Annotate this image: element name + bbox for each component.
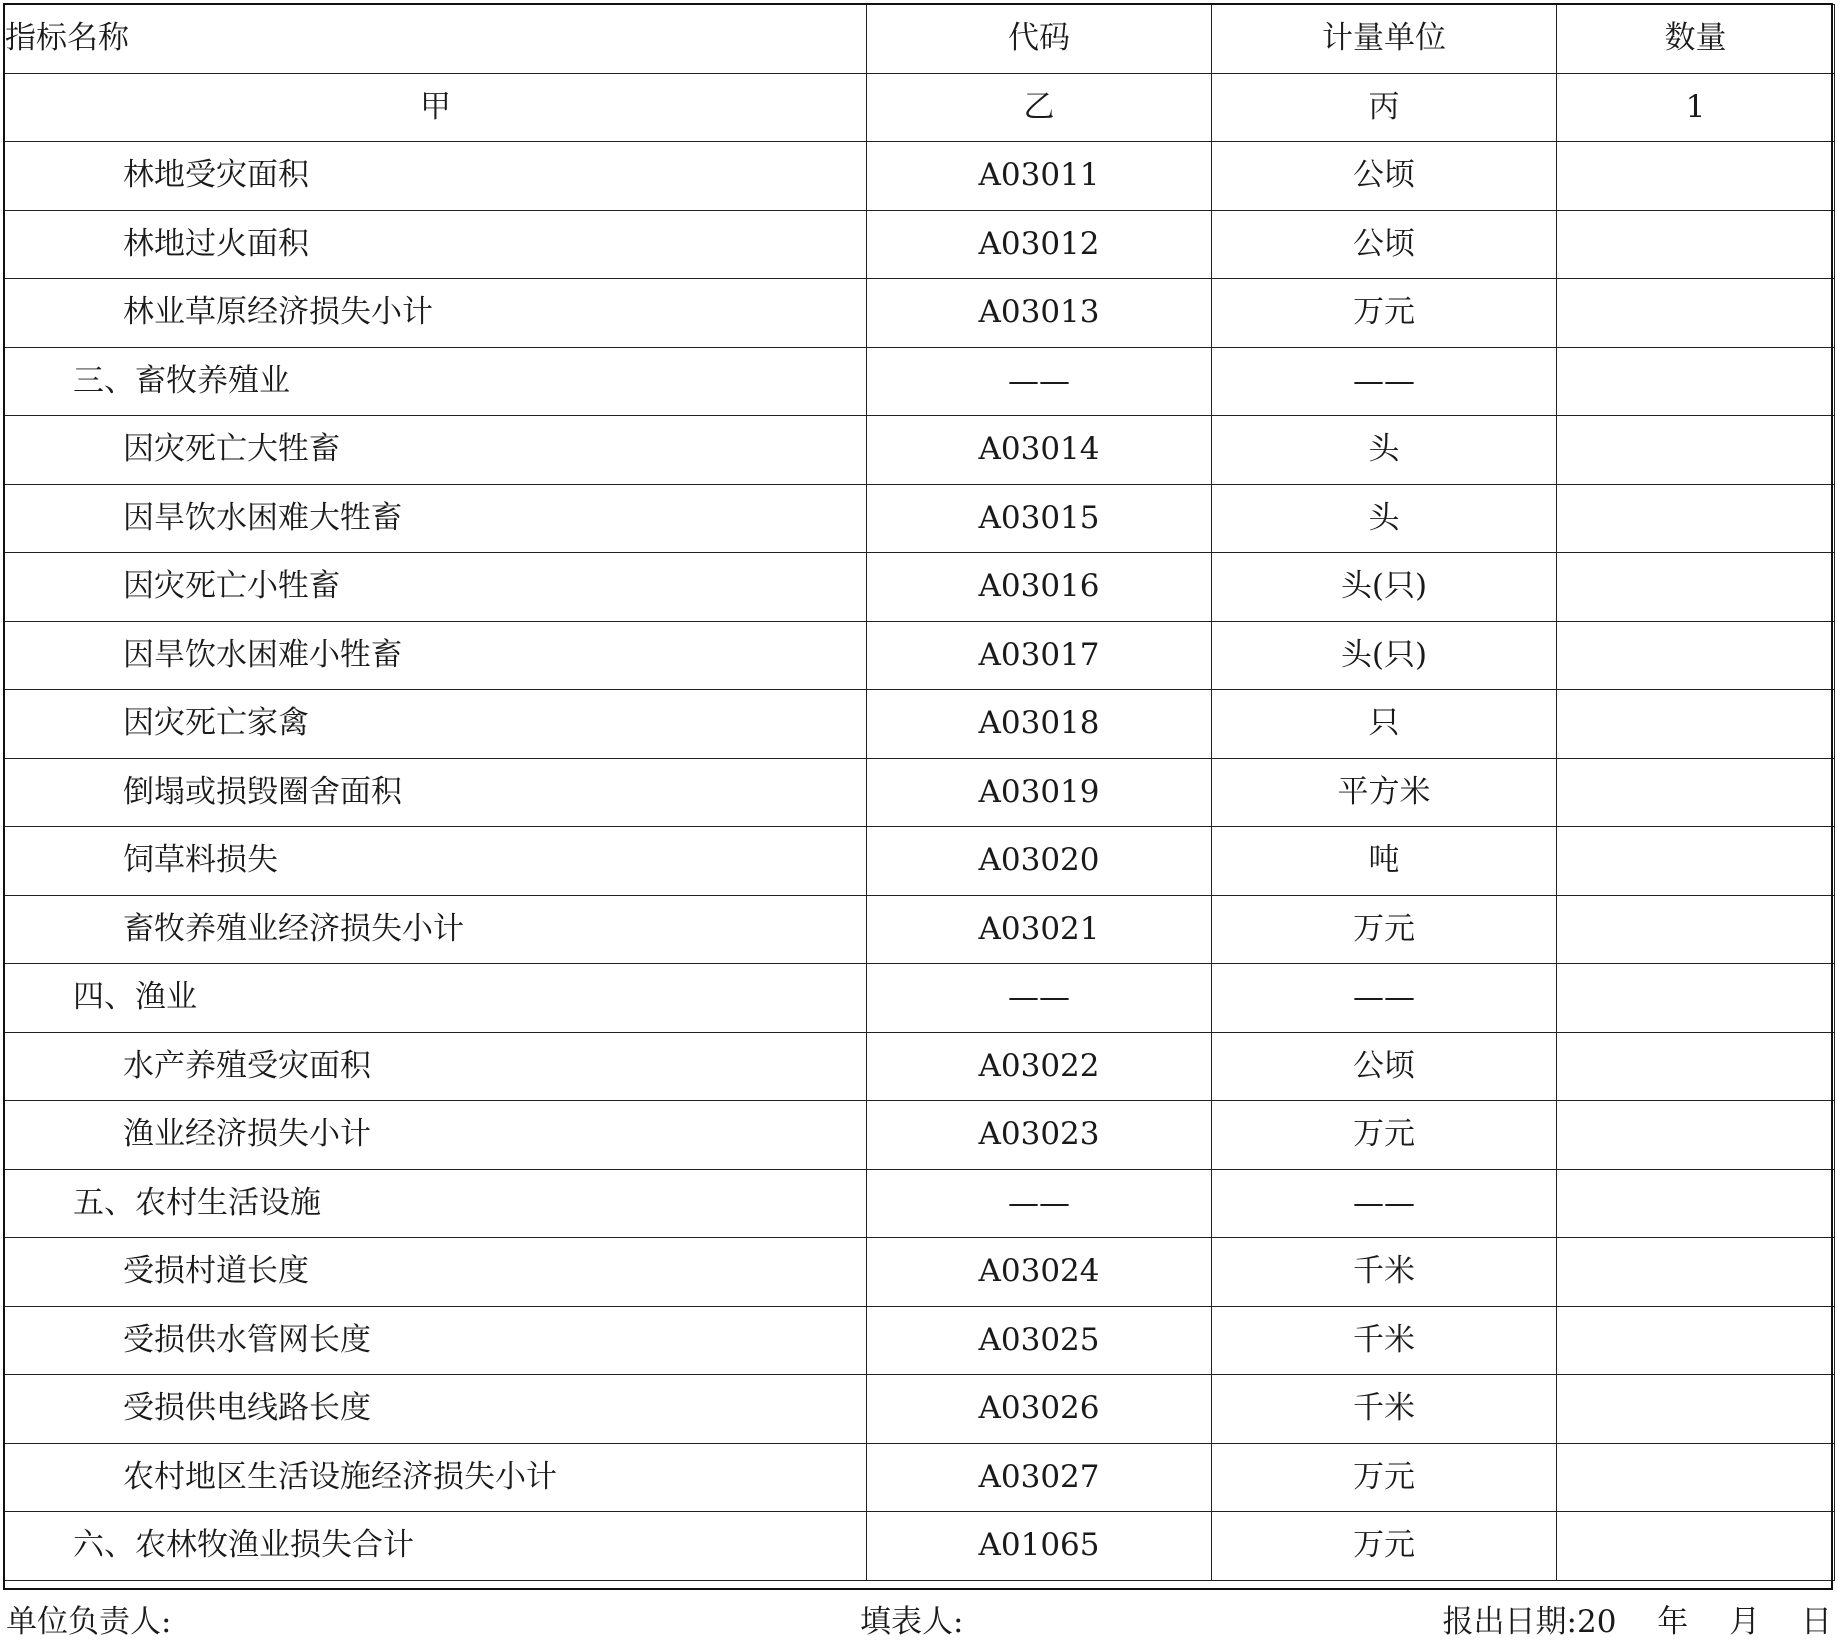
row-code: A03022 [867,1032,1212,1101]
row-unit: 万元 [1212,279,1557,348]
row-indicator-name: 四、渔业 [5,964,867,1033]
subheader-unit: 丙 [1212,73,1557,142]
table-row [5,416,1835,485]
row-indicator-name: 三、畜牧养殖业 [5,347,867,416]
header-indicator-name: 指标名称 [5,5,867,74]
row-indicator-name: 因灾死亡小牲畜 [5,553,867,622]
row-indicator-name: 因旱饮水困难小牲畜 [5,621,867,690]
row-unit: —— [1212,347,1557,416]
row-quantity [1557,690,1835,759]
row-indicator-name: 渔业经济损失小计 [5,1101,867,1170]
table-row [5,553,1835,622]
footer-filler-label: 填表人: [860,1604,964,1640]
table-row [5,758,1835,827]
table-row [5,1443,1835,1512]
row-code: A03027 [867,1443,1212,1512]
row-quantity [1557,1032,1835,1101]
row-unit: 公顷 [1212,210,1557,279]
row-quantity [1557,210,1835,279]
row-unit: 头 [1212,484,1557,553]
row-code: A03025 [867,1306,1212,1375]
subheader-code: 乙 [867,73,1212,142]
row-code: —— [867,1169,1212,1238]
row-quantity [1557,621,1835,690]
row-quantity [1557,1375,1835,1444]
row-code: —— [867,347,1212,416]
row-unit: 万元 [1212,1512,1557,1581]
row-indicator-name: 因旱饮水困难大牲畜 [5,484,867,553]
row-code: A03012 [867,210,1212,279]
row-quantity [1557,142,1835,211]
row-code: A03019 [867,758,1212,827]
row-unit: 公顷 [1212,1032,1557,1101]
row-quantity [1557,1512,1835,1581]
row-code: A03015 [867,484,1212,553]
row-quantity [1557,1169,1835,1238]
form-footer [0,1604,1840,1640]
row-unit: 头(只) [1212,621,1557,690]
table-row [5,690,1835,759]
row-quantity [1557,279,1835,348]
row-quantity [1557,1443,1835,1512]
row-unit: 千米 [1212,1375,1557,1444]
row-quantity [1557,416,1835,485]
row-indicator-name: 农村地区生活设施经济损失小计 [5,1443,867,1512]
row-code: A01065 [867,1512,1212,1581]
row-code: A03017 [867,621,1212,690]
row-code: A03018 [867,690,1212,759]
row-unit: —— [1212,964,1557,1033]
table-row [5,895,1835,964]
row-indicator-name: 因灾死亡家禽 [5,690,867,759]
table-row [5,964,1835,1033]
table-row [5,1238,1835,1307]
row-code: A03016 [867,553,1212,622]
row-code: A03011 [867,142,1212,211]
row-code: A03014 [867,416,1212,485]
table-row [5,621,1835,690]
table-row [5,142,1835,211]
header-quantity: 数量 [1557,5,1835,74]
row-quantity [1557,1306,1835,1375]
row-code: A03026 [867,1375,1212,1444]
table-row [5,1512,1835,1581]
row-indicator-name: 倒塌或损毁圈舍面积 [5,758,867,827]
table-row [5,1169,1835,1238]
table-row [5,1032,1835,1101]
row-indicator-name: 畜牧养殖业经济损失小计 [5,895,867,964]
row-unit: 吨 [1212,827,1557,896]
row-quantity [1557,827,1835,896]
row-indicator-name: 受损供电线路长度 [5,1375,867,1444]
row-unit: 只 [1212,690,1557,759]
row-indicator-name: 因灾死亡大牲畜 [5,416,867,485]
row-quantity [1557,1238,1835,1307]
row-unit: 头 [1212,416,1557,485]
table-row [5,1101,1835,1170]
row-unit: 万元 [1212,1443,1557,1512]
row-code: A03020 [867,827,1212,896]
header-unit: 计量单位 [1212,5,1557,74]
row-indicator-name: 受损村道长度 [5,1238,867,1307]
footer-responsible-label: 单位负责人: [6,1604,172,1640]
table-subheader-row [5,73,1835,142]
row-quantity [1557,895,1835,964]
subheader-quantity: 1 [1557,73,1835,142]
table-row [5,1306,1835,1375]
table-row [5,827,1835,896]
row-indicator-name: 六、农林牧渔业损失合计 [5,1512,867,1581]
row-unit: 公顷 [1212,142,1557,211]
table-row [5,484,1835,553]
table-row [5,279,1835,348]
row-code: A03024 [867,1238,1212,1307]
row-unit: 万元 [1212,1101,1557,1170]
row-quantity [1557,347,1835,416]
row-unit: 千米 [1212,1306,1557,1375]
row-unit: 千米 [1212,1238,1557,1307]
statistics-table [4,4,1835,1581]
table-header-row [5,5,1835,74]
row-unit: 万元 [1212,895,1557,964]
row-unit: 平方米 [1212,758,1557,827]
table-row [5,1375,1835,1444]
row-code: A03013 [867,279,1212,348]
table-row [5,347,1835,416]
row-indicator-name: 林地受灾面积 [5,142,867,211]
row-quantity [1557,484,1835,553]
row-unit: —— [1212,1169,1557,1238]
row-code: A03021 [867,895,1212,964]
row-quantity [1557,758,1835,827]
row-indicator-name: 林业草原经济损失小计 [5,279,867,348]
subheader-name: 甲 [5,73,867,142]
footer-report-date-label: 报出日期:20 年 月 日 [1442,1604,1832,1640]
row-quantity [1557,1101,1835,1170]
row-quantity [1557,964,1835,1033]
row-indicator-name: 水产养殖受灾面积 [5,1032,867,1101]
row-quantity [1557,553,1835,622]
row-unit: 头(只) [1212,553,1557,622]
row-indicator-name: 饲草料损失 [5,827,867,896]
row-indicator-name: 林地过火面积 [5,210,867,279]
row-code: A03023 [867,1101,1212,1170]
header-code: 代码 [867,5,1212,74]
row-indicator-name: 受损供水管网长度 [5,1306,867,1375]
table-row [5,210,1835,279]
row-code: —— [867,964,1212,1033]
row-indicator-name: 五、农村生活设施 [5,1169,867,1238]
